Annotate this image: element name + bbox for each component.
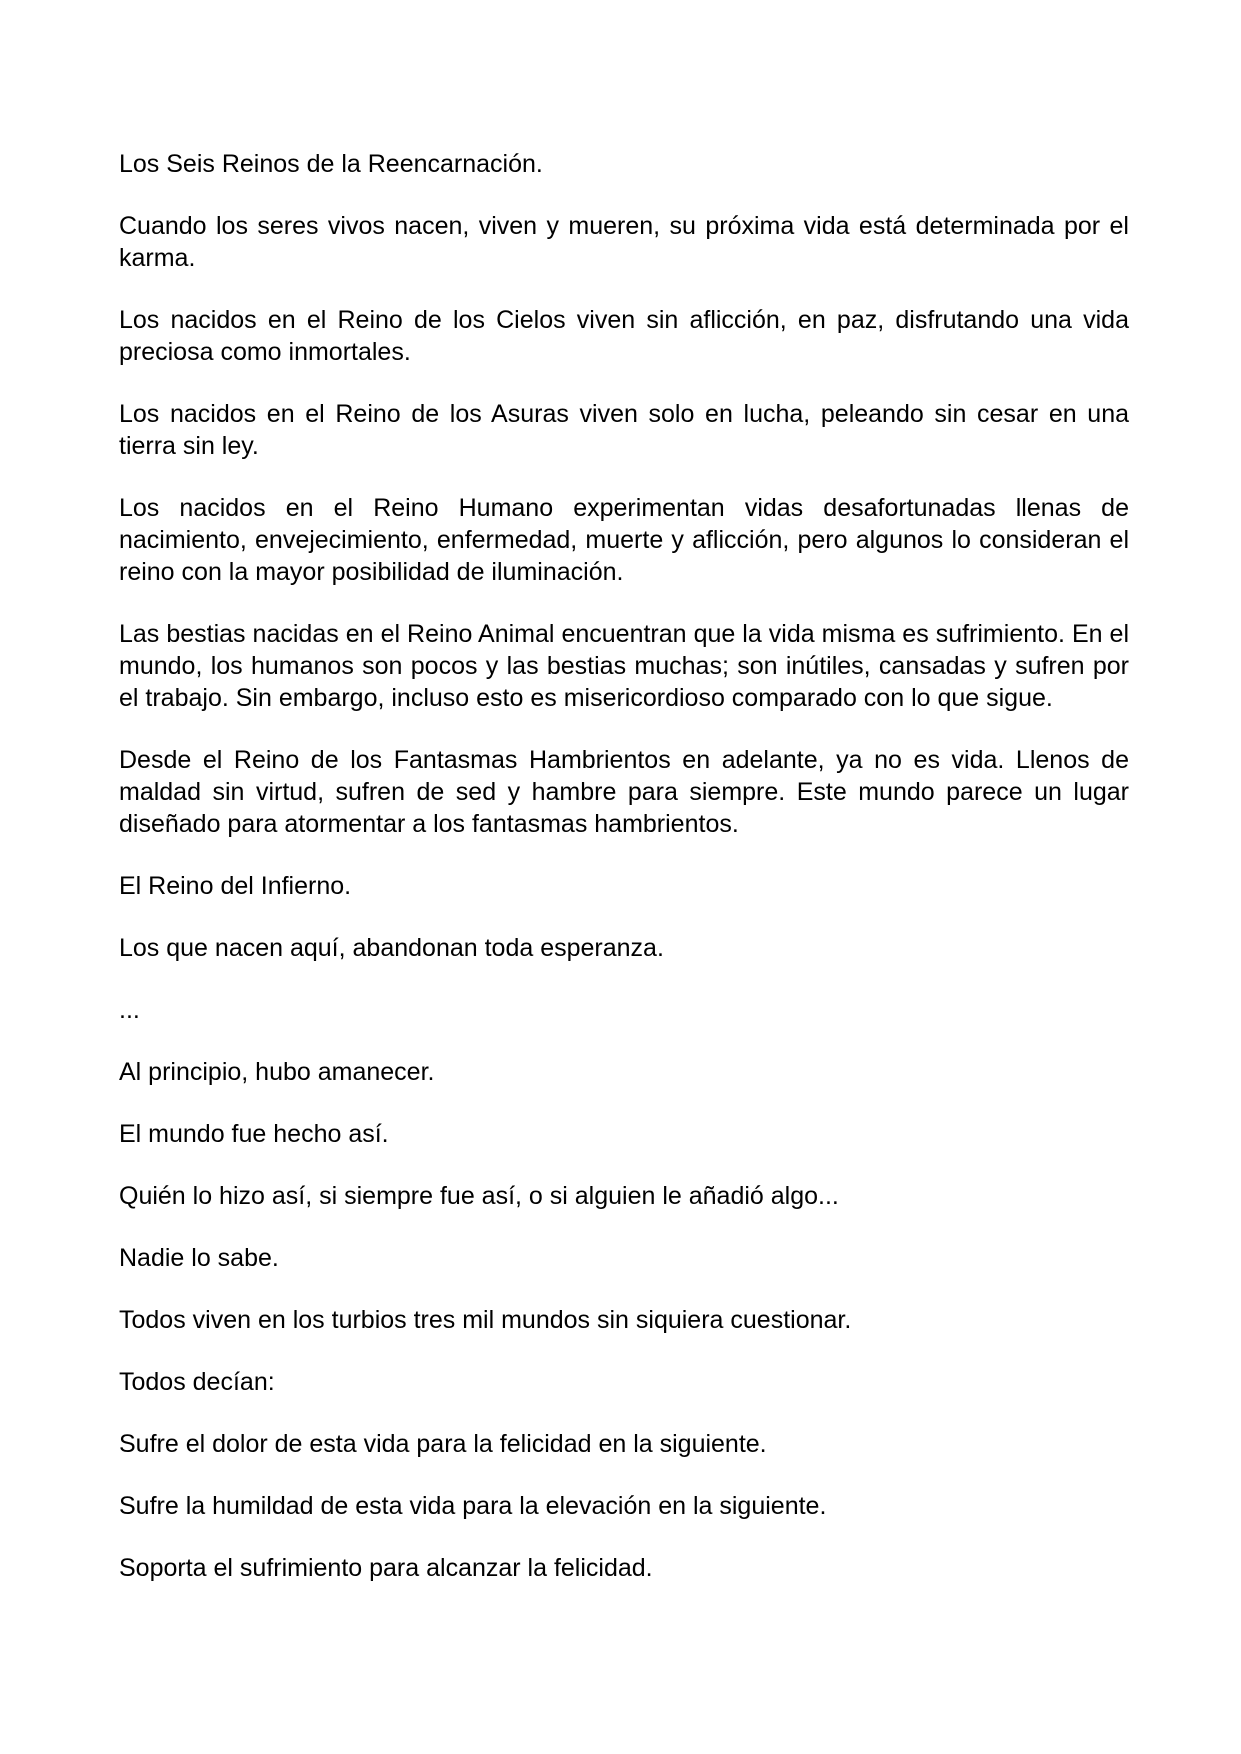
- paragraph: El Reino del Infierno.: [119, 872, 352, 900]
- paragraph: Sufre la humildad de esta vida para la elevación en la siguiente.: [119, 1492, 827, 1520]
- section-break: ...: [119, 996, 140, 1024]
- paragraph: Los nacidos en el Reino Humano experimentan vidas desafortunadas llenas de nacimiento, envejecimiento, enfermedad, muerte y aflicción, pero algunos lo consideran el reino con la mayor posibilidad de iluminación.: [119, 494, 1129, 586]
- paragraph: Cuando los seres vivos nacen, viven y mueren, su próxima vida está determinada por el karma.: [119, 212, 1129, 272]
- paragraph: Las bestias nacidas en el Reino Animal encuentran que la vida misma es sufrimiento. En el mundo, los humanos son pocos y las bestias muchas; son inútiles, cansadas y sufren por el trabajo. Sin embargo, incluso esto es misericordioso comparado con lo que sigue.: [119, 620, 1129, 712]
- paragraph: Al principio, hubo amanecer.: [119, 1058, 435, 1086]
- paragraph: Nadie lo sabe.: [119, 1244, 279, 1272]
- paragraph: Soporta el sufrimiento para alcanzar la felicidad.: [119, 1554, 653, 1582]
- paragraph: Desde el Reino de los Fantasmas Hambrientos en adelante, ya no es vida. Llenos de maldad sin virtud, sufren de sed y hambre para siempre. Este mundo parece un lugar diseñado para atormentar a los fantasmas hambrientos.: [119, 746, 1129, 838]
- document-body: [119, 148, 1129, 1584]
- paragraph: Todos viven en los turbios tres mil mundos sin siquiera cuestionar.: [119, 1306, 852, 1334]
- paragraph: Sufre el dolor de esta vida para la felicidad en la siguiente.: [119, 1430, 767, 1458]
- paragraph: El mundo fue hecho así.: [119, 1120, 389, 1148]
- paragraph: Quién lo hizo así, si siempre fue así, o si alguien le añadió algo...: [119, 1182, 839, 1210]
- paragraph: Los que nacen aquí, abandonan toda esperanza.: [119, 934, 664, 962]
- paragraph: Todos decían:: [119, 1368, 275, 1396]
- paragraph-title: Los Seis Reinos de la Reencarnación.: [119, 150, 543, 178]
- paragraph: Los nacidos en el Reino de los Asuras viven solo en lucha, peleando sin cesar en una tierra sin ley.: [119, 400, 1129, 460]
- paragraph: Los nacidos en el Reino de los Cielos viven sin aflicción, en paz, disfrutando una vida preciosa como inmortales.: [119, 306, 1129, 366]
